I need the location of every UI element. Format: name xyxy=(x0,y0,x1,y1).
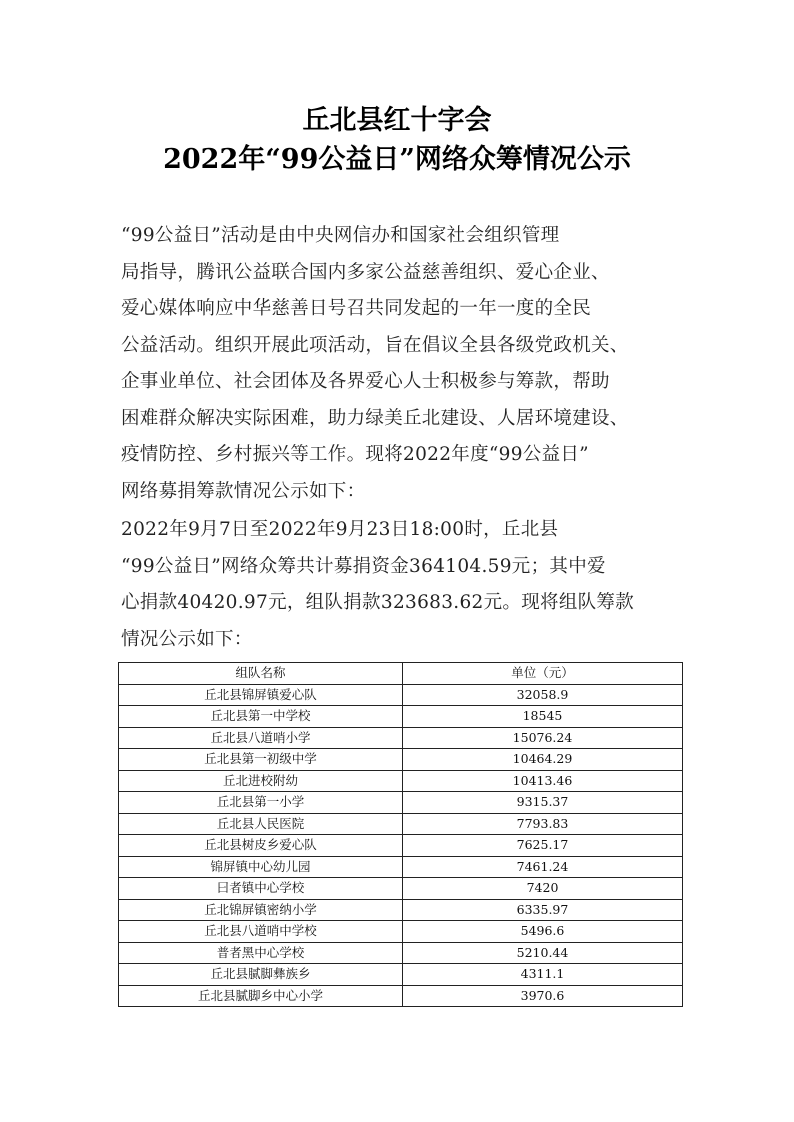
team-name-cell: 丘北县树皮乡爱心队 xyxy=(119,835,403,857)
table-row xyxy=(119,985,683,1007)
amount-cell: 9315.37 xyxy=(403,792,683,814)
amount-cell: 3970.6 xyxy=(403,985,683,1007)
paragraph-line: 网络募捐筹款情况公示如下： xyxy=(121,480,366,502)
team-name-cell: 丘北县第一中学校 xyxy=(119,706,403,728)
amount-cell: 7793.83 xyxy=(403,813,683,835)
paragraph-line: 情况公示如下： xyxy=(121,628,253,650)
summary-paragraph xyxy=(121,512,683,658)
team-name-cell: 丘北县腻脚彝族乡 xyxy=(119,964,403,986)
team-name-cell: 丘北县腻脚乡中心小学 xyxy=(119,985,403,1007)
document-title-line1: 丘北县红十字会 xyxy=(302,105,492,136)
amount-cell: 6335.97 xyxy=(403,899,683,921)
team-name-cell: 丘北县锦屏镇爱心队 xyxy=(119,684,403,706)
table-row xyxy=(119,792,683,814)
amount-cell: 7461.24 xyxy=(403,856,683,878)
table-row xyxy=(119,835,683,857)
table-row xyxy=(119,813,683,835)
amount-cell: 7625.17 xyxy=(403,835,683,857)
table-row xyxy=(119,856,683,878)
table-row xyxy=(119,727,683,749)
team-name-cell: 丘北县人民医院 xyxy=(119,813,403,835)
table-row xyxy=(119,770,683,792)
amount-cell: 5496.6 xyxy=(403,921,683,943)
paragraph-line: 公益活动。组织开展此项活动，旨在倡议全县各级党政机关、 xyxy=(121,334,629,356)
paragraph-line: 2022年9月7日至2022年9月23日18:00时，丘北县 xyxy=(121,519,559,540)
paragraph-line: “99公益日”活动是由中央网信办和国家社会组织管理 xyxy=(121,225,560,246)
amount-cell: 5210.44 xyxy=(403,942,683,964)
amount-cell: 4311.1 xyxy=(403,964,683,986)
paragraph-line: 企事业单位、社会团体及各界爱心人士积极参与筹款，帮助 xyxy=(121,371,610,392)
team-name-cell: 丘北县第一初级中学 xyxy=(119,749,403,771)
paragraph-line: 心捐款40420.97元，组队捐款323683.62元。现将组队筹款 xyxy=(121,592,635,613)
paragraph-line: 困难群众解决实际困难，助力绿美丘北建设、人居环境建设、 xyxy=(121,407,629,429)
team-name-cell: 丘北县八道哨中学校 xyxy=(119,921,403,943)
column-header-team-name: 组队名称 xyxy=(119,663,403,685)
table-row xyxy=(119,749,683,771)
paragraph-line: “99公益日”网络众筹共计募捐资金364104.59元；其中爱 xyxy=(121,555,606,577)
table-row xyxy=(119,921,683,943)
amount-cell: 18545 xyxy=(403,706,683,728)
amount-cell: 32058.9 xyxy=(403,684,683,706)
document-title-line2: 2022年“99公益日”网络众筹情况公示 xyxy=(163,144,631,175)
paragraph-line: 疫情防控、乡村振兴等工作。现将2022年度“99公益日” xyxy=(121,444,589,465)
team-name-cell: 普者黑中心学校 xyxy=(119,942,403,964)
table-row xyxy=(119,899,683,921)
amount-cell: 10413.46 xyxy=(403,770,683,792)
team-name-cell: 丘北锦屏镇密纳小学 xyxy=(119,899,403,921)
intro-paragraph xyxy=(121,218,683,510)
table-row xyxy=(119,684,683,706)
team-donation-table xyxy=(118,662,683,1007)
team-name-cell: 曰者镇中心学校 xyxy=(119,878,403,900)
team-name-cell: 丘北县第一小学 xyxy=(119,792,403,814)
table-row xyxy=(119,878,683,900)
amount-cell: 15076.24 xyxy=(403,727,683,749)
amount-cell: 7420 xyxy=(403,878,683,900)
amount-cell: 10464.29 xyxy=(403,749,683,771)
table-row xyxy=(119,706,683,728)
table-header-row xyxy=(119,663,683,685)
team-name-cell: 丘北县八道哨小学 xyxy=(119,727,403,749)
team-name-cell: 锦屏镇中心幼儿园 xyxy=(119,856,403,878)
table-row xyxy=(119,942,683,964)
paragraph-line: 局指导，腾讯公益联合国内多家公益慈善组织、爱心企业、 xyxy=(121,261,610,283)
column-header-amount: 单位（元） xyxy=(403,663,683,685)
team-name-cell: 丘北进校附幼 xyxy=(119,770,403,792)
table-row xyxy=(119,964,683,986)
paragraph-line: 爱心媒体响应中华慈善日号召共同发起的一年一度的全民 xyxy=(121,298,592,319)
